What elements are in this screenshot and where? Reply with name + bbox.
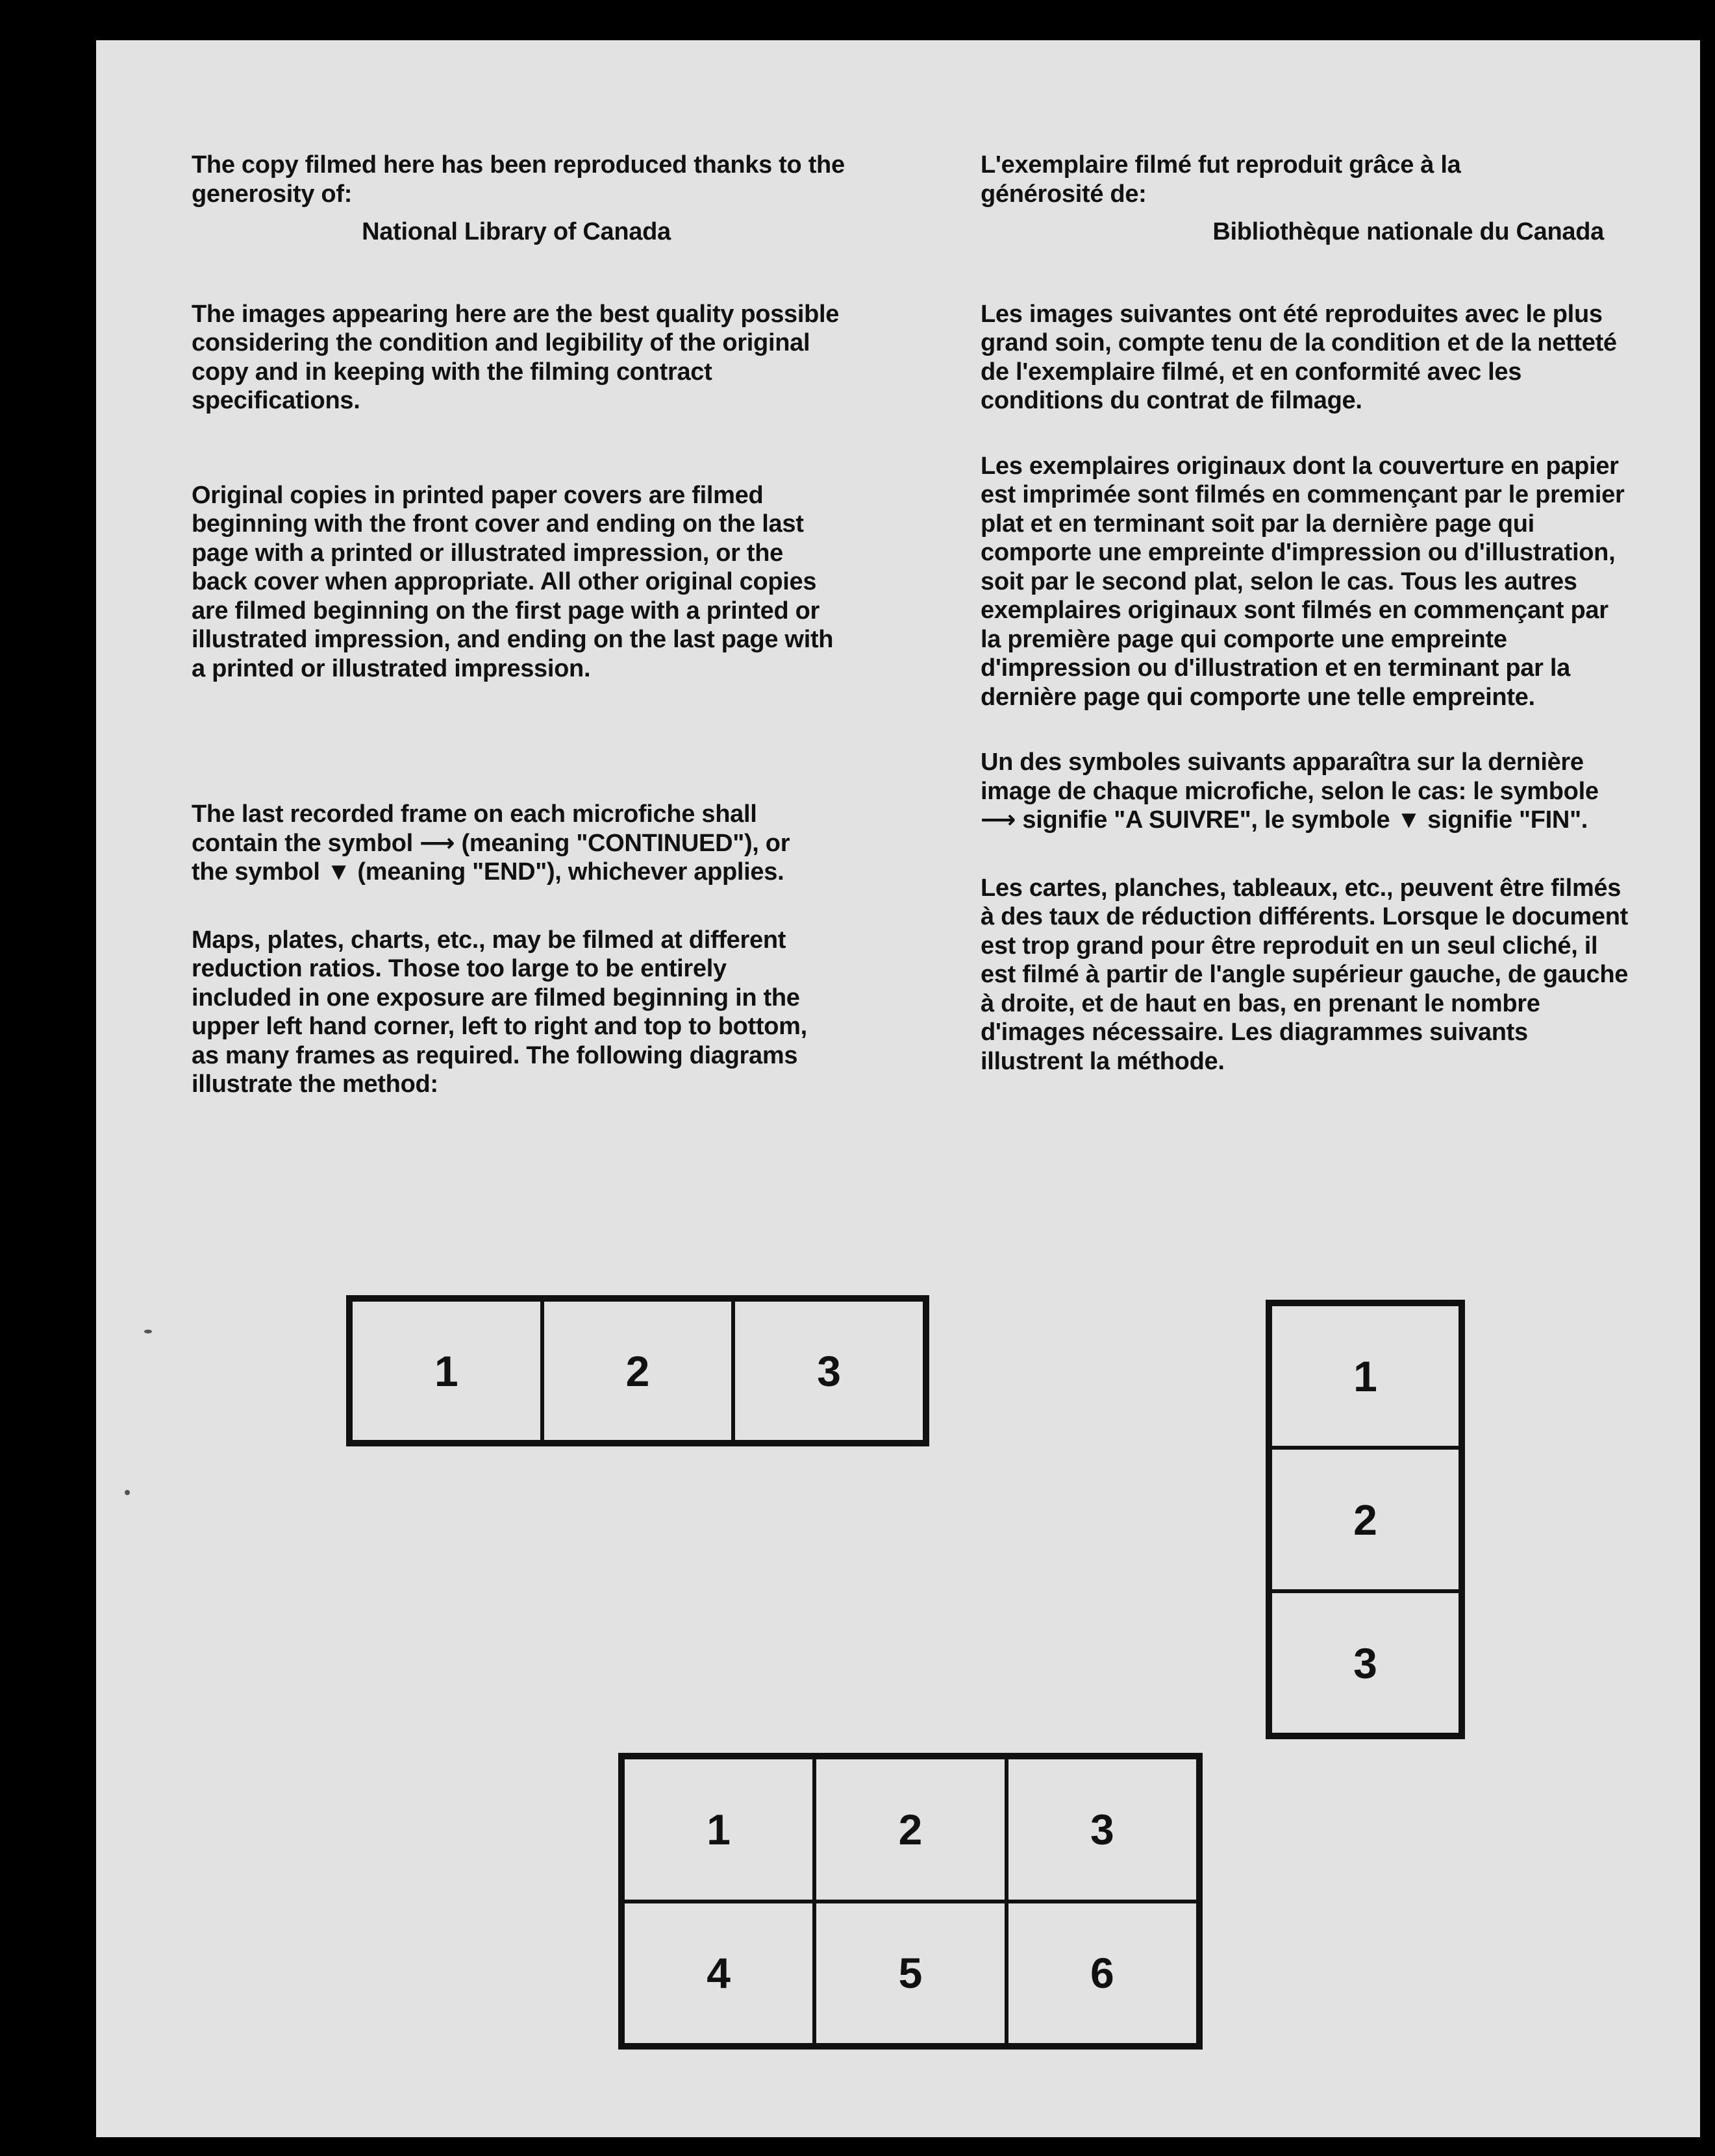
frame-cell: 2 — [542, 1300, 734, 1442]
quality-paragraph: The images appearing here are the best quality possible considering the condition and legibility of the original copy and in keeping with the filming contract specifications. — [192, 300, 840, 414]
maps-paragraph: Les cartes, planches, tableaux, etc., peuvent être filmés à des taux de réduction différents. Lorsque le document est trop grand pour être reproduit en un seul cliché, il est filmé à partir de l'angle supérieur gauche, de gauche à droite, et de haut en bas, en prenant le nombre d'images nécessaire. Les diagrammes suivants illustrent la méthode. — [981, 874, 1629, 1075]
originals-paragraph: Les exemplaires originaux dont la couverture en papier est imprimée sont filmés en commençant par le premier plat et en terminant soit par la dernière page qui comporte une empreinte d'impression ou d'illustration, soit par le second plat, selon le cas. Tous les autres exemplaires originaux sont filmés en commençant par la première page qui comporte une empreinte d'impression ou d'illustration et en terminant par la dernière page qui comporte une telle empreinte. — [981, 452, 1625, 711]
frame-cell: 1 — [1270, 1304, 1460, 1448]
grid-frame-diagram — [618, 1753, 1203, 2050]
symbols-paragraph: The last recorded frame on each microfiche shall contain the symbol ⟶ (meaning "CONTINUED"), or the symbol ▼ (meaning "END"), whichever applies. — [192, 800, 790, 886]
frame-cell: 3 — [733, 1300, 925, 1442]
frame-cell: 3 — [1007, 1757, 1198, 1902]
left-column-english — [192, 151, 873, 1099]
film-speck — [125, 1490, 130, 1495]
horizontal-frame-diagram — [346, 1295, 929, 1446]
right-column-french — [981, 151, 1662, 1076]
frame-cell: 3 — [1270, 1591, 1460, 1735]
frame-cell: 2 — [814, 1757, 1006, 1902]
institution-name: National Library of Canada — [362, 218, 671, 245]
frame-cell: 4 — [623, 1902, 814, 2046]
maps-paragraph: Maps, plates, charts, etc., may be filmed at different reduction ratios. Those too large to be entirely included in one exposure are filmed beginning in the upper left hand corner, left to right and top to bottom, as many frames as required. The following diagrams illustrate the method: — [192, 926, 807, 1098]
originals-paragraph: Original copies in printed paper covers are filmed beginning with the front cover and ending on the last page with a printed or illustrated impression, or the back cover when appropriate. All other original copies are filmed beginning on the first page with a printed or illustrated impression, and ending on the last page with a printed or illustrated impression. — [192, 481, 834, 682]
frame-cell: 1 — [351, 1300, 542, 1442]
film-speck — [144, 1330, 152, 1333]
frame-cell: 5 — [814, 1902, 1006, 2046]
frame-cell: 1 — [623, 1757, 814, 1902]
symbols-paragraph: Un des symboles suivants apparaîtra sur la dernière image de chaque microfiche, selon le cas: le symbole ⟶ signifie "A SUIVRE", le symbole ▼ signifie "FIN". — [981, 749, 1599, 834]
quality-paragraph: Les images suivantes ont été reproduites avec le plus grand soin, compte tenu de la condition et de la netteté de l'exemplaire filmé, et en conformité avec les conditions du contrat de filmage. — [981, 300, 1617, 414]
frame-cell: 6 — [1007, 1902, 1198, 2046]
institution-name: Bibliothèque nationale du Canada — [1212, 218, 1604, 245]
frame-cell: 2 — [1270, 1448, 1460, 1591]
intro-text: L'exemplaire filmé fut reproduit grâce à la générosité de: — [981, 151, 1461, 208]
vertical-frame-diagram — [1266, 1300, 1465, 1739]
intro-text: The copy filmed here has been reproduced thanks to the generosity of: — [192, 151, 845, 208]
